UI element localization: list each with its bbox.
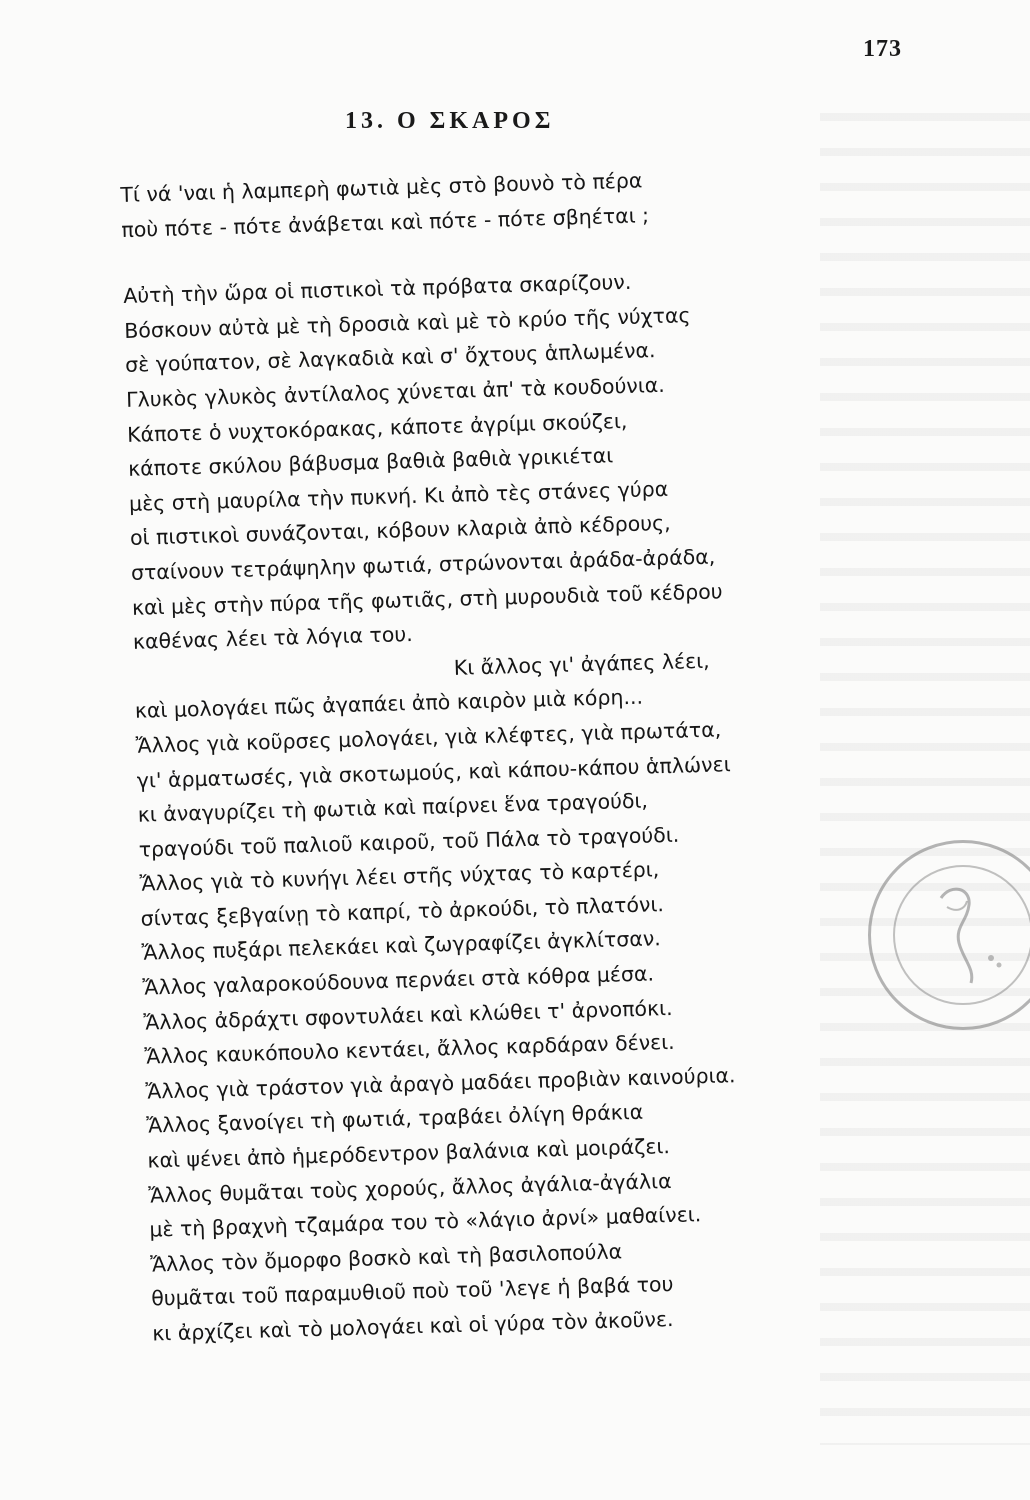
poem-line: Ἄλλος πυξάρι πελεκάει καὶ ζωγραφίζει ἀγκλίτσαν. — [141, 926, 662, 966]
poem-line: σταίνουν τετράψηλην φωτιά, στρώνονται ἀράδα-ἀράδα, — [130, 544, 716, 585]
poem-line: Ἄλλος γιὰ τράστον γιὰ ἀραγὸ μαδάει προβιὰν καινούρια. — [145, 1063, 736, 1104]
poem-line: Ἄλλος ξανοίγει τὴ φωτιά, τραβάει ὀλίγη θράκια — [146, 1100, 644, 1139]
poem-line: κι ἀρχίζει καὶ τὸ μολογάει καὶ οἱ γύρα τὸν ἀκοῦνε. — [151, 1306, 674, 1346]
poem-line: Ἄλλος τὸν ὄμορφο βοσκὸ καὶ τὴ βασιλοπούλα — [150, 1239, 623, 1277]
poem-line: θυμᾶται τοῦ παραμυθιοῦ ποὺ τοῦ 'λεγε ἡ βαβά του — [150, 1272, 674, 1311]
poem-line: γι' ἁρματωσές, γιὰ σκοτωμούς, καὶ κάπου-κάπου ἁπλώνει — [136, 751, 731, 793]
poem-line: Κάποτε ὁ νυχτοκόρακας, κάποτε ἀγρίμι σκούζει, — [126, 408, 628, 447]
poem-line: Ἄλλος γιὰ κοῦρσες μολογάει, γιὰ κλέφτες, γιὰ πρωτάτα, — [135, 717, 722, 758]
poem-line-indented: Κι ἄλλος γι' ἀγάπες λέει, — [453, 648, 710, 680]
library-stamp — [868, 840, 1030, 1030]
stanza-2 — [123, 257, 933, 1351]
poem-line: μὲ τὴ βραχνὴ τζαμάρα του τὸ «λάγιο ἀρνί» μαθαίνει. — [149, 1202, 702, 1242]
poem-line: Βόσκουν αὐτὰ μὲ τὴ δροσιὰ καὶ μὲ τὸ κρύο τῆς νύχτας — [123, 302, 691, 343]
poem-line: Ἄλλος θυμᾶται τοὺς χορούς, ἄλλος ἀγάλια-ἀγάλια — [148, 1168, 672, 1208]
poem-line: ποὺ πότε - πότε ἀνάβεται καὶ πότε - πότε σβηέται ; — [121, 202, 650, 242]
poem-line: Γλυκὸς γλυκὸς ἀντίλαλος χύνεται ἀπ' τὰ κουδούνια. — [125, 372, 666, 412]
poem-line: Ἄλλος γαλαροκούδουνα περνάει στὰ κόθρα μέσα. — [142, 961, 655, 1000]
poem-line: σίντας ξεβγαίνῃ τὸ καπρί, τὸ ἀρκούδι, τὸ πλατόνι. — [140, 891, 665, 931]
poem-line: καθένας λέει τὰ λόγια του. — [132, 622, 414, 654]
poem-line: σὲ γούπατον, σὲ λαγκαδιὰ καὶ σ' ὄχτους ἁπλωμένα. — [124, 338, 656, 378]
poem-line: μὲς στὴ μαυρίλα τὴν πυκνή. Κι ἀπὸ τὲς στάνες γύρα — [128, 476, 669, 516]
poem-line: καὶ μολογάει πῶς ἀγαπάει ἀπὸ καιρὸν μιὰ κόρη... — [134, 684, 644, 724]
poem-title: 13. Ο ΣΚΑΡΟΣ — [345, 108, 555, 134]
poem-line: Ἄλλος καυκόπουλο κεντάει, ἄλλος καρδάραν δένει. — [144, 1030, 675, 1069]
poem-line: τραγούδι τοῦ παλιοῦ καιροῦ, τοῦ Πάλα τὸ τραγούδι. — [138, 822, 680, 862]
stanza-1 — [120, 156, 902, 247]
poem-line: κάποτε σκύλου βάβυσμα βαθιὰ βαθιὰ γρικιέται — [127, 443, 614, 482]
poem-line: Τί νά 'ναι ἡ λαμπερὴ φωτιὰ μὲς στὸ βουνὸ τὸ πέρα — [120, 168, 643, 207]
poem-line: κι ἀναγυρίζει τὴ φωτιὰ καὶ παίρνει ἕνα τραγούδι, — [137, 788, 649, 827]
poem-line: Ἄλλος γιὰ τὸ κυνήγι λέει στῆς νύχτας τὸ καρτέρι, — [139, 857, 660, 897]
library-stamp-emblem-icon — [871, 843, 1030, 1033]
page-number: 173 — [863, 36, 902, 62]
poem-line: καὶ ψένει ἀπὸ ἡμερόδεντρον βαλάνια καὶ μοιράζει. — [147, 1134, 671, 1173]
poem-line: οἱ πιστικοὶ συνάζονται, κόβουν κλαριὰ ἀπὸ κέδρους, — [129, 511, 671, 551]
poem-line: Αὐτὴ τὴν ὥρα οἱ πιστικοὶ τὰ πρόβατα σκαρίζουν. — [122, 269, 632, 309]
poem-line: Ἄλλος ἀδράχτι σφοντυλάει καὶ κλώθει τ' ἀρνοπόκι. — [143, 995, 673, 1035]
poem-line: καὶ μὲς στὴν πύρα τῆς φωτιᾶς, στὴ μυρουδιὰ τοῦ κέδρου — [131, 578, 723, 620]
poem-body — [120, 156, 932, 1351]
